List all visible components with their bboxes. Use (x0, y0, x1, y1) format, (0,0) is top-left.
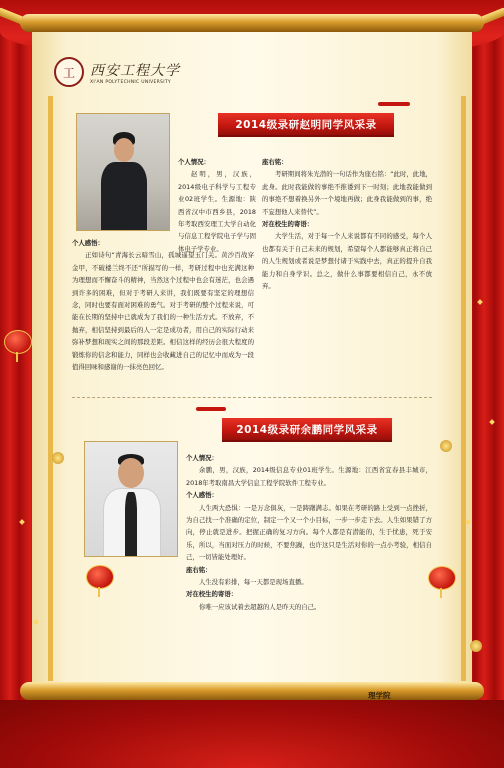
coin-icon (52, 452, 64, 464)
lantern-icon (428, 566, 456, 590)
university-name-cn: 西安工程大学 (90, 62, 180, 79)
stage-floor (0, 700, 504, 768)
section-divider (72, 397, 432, 398)
lantern-icon (86, 565, 114, 589)
section2-motto-text: 人生没有彩排，每一天都是现场直播。 (199, 578, 308, 587)
coin-icon (440, 440, 452, 452)
section2-advice-label: 对在校生的寄语： (186, 590, 238, 599)
lantern-icon (4, 330, 32, 354)
head (114, 138, 134, 162)
section2-personal-text: 余鹏，男，汉族，2014级信息专业01班学生。生源地：江西省宜春县丰城市，2018年考取南昌大学信息工程学院软件工程专业。 (186, 466, 432, 487)
section2-upper (186, 452, 432, 613)
university-logo (54, 57, 180, 87)
scroll-bottom-rod (20, 682, 484, 700)
section1-motto-text: 考研期间将朱光潜的一句话作为座右铭：“此时，此地，此身。此时我能做的事绝不推诿到下一时刻；此地我能做到的事绝不想着换另外一个境地再做；此身我能做到的事，绝不妄想他人来替代”。 (262, 170, 432, 216)
student2-photo (84, 441, 178, 557)
coin-icon (470, 640, 482, 652)
college-signature: 理学院 (368, 691, 391, 700)
logo-text (90, 60, 180, 85)
head (118, 458, 144, 488)
shirt (125, 492, 137, 556)
section1-feelings-text: 正如诗句“青海长云暗雪山，孤城遥望玉门关。黄沙百战穿金甲，不破楼兰终不还”所描写的一样，考研过程中也充满这种为理想而不懈奋斗的精神，当然这个过程中也会有迷茫，也会遇到许多的困难，但对于考研人来讲，我们既要有坚定的理想信念，同时也要有面对困难的勇气。对于考研的整个过程来说，可能在长期的坚持中已就成为了我们的一种生活方式。不放弃，不抛弃，相信坚持到最后的人一定是成功者，用自己的实际行动来弥补梦想和现实之间的那段差距。相信这样的经历会很大程度的锻炼你的信念和能力，同样也会收藏进自己的记忆中而成为一段值得回味和感谢的一抹亮色回忆。 (72, 251, 254, 372)
scroll-top-rod (20, 14, 484, 32)
section1-motto-label: 座右铭： (262, 158, 288, 166)
section1-title: 2014级录研赵明同学风采录 (235, 118, 377, 131)
section1-personal-label: 个人情况： (178, 158, 210, 166)
section1-title-ribbon (218, 113, 394, 135)
section1-personal-block (178, 156, 256, 253)
ribbon-deco (196, 407, 226, 411)
seal-icon: 工 (54, 57, 84, 87)
student1-photo (76, 113, 170, 231)
section2-feelings-label: 个人感悟： (186, 491, 218, 500)
section1-feelings-label: 个人感悟： (72, 239, 104, 247)
section1-advice-text: 大学生活，对于每一个人来说都有不同的感受，每个人也都有关于自己未来的规划，希望每个人都能够真正将自己的人生规划或者说是梦想付诸于实践中去，真正的提升自我能力和自身学识。总之，做什么事都要相信自己，永不放弃。 (262, 232, 432, 291)
section1-personal-text: 赵明，男，汉族，2014级电子科学与工程专业02班学生。生源地：陕西省汉中市西乡县，2018年考取西安理工大学自动化与信息工程学院电子学与固体电子学专业。 (178, 170, 256, 253)
section2-feelings-text: 人生两大恐惧：一是万念俱灰，一是踌躇满志。如果在考研的路上受到一点挫折，为自己找一个准确的定位，制定一个又一个小目标，一步一步走下去。人生如果错了方向，停止就是进步。把握正确的复习方向。每个人都是有潜能的，生于忧患，死于安乐，所以，当面对压力的时候，不要焦躁，也许这只是生活对你的一点小考验，相信自己，一切皆能处理好。 (186, 503, 432, 562)
section2-motto-label: 座右铭： (186, 565, 212, 574)
section2-advice-text: 你唯一应该试着去超越的人是昨天的自己。 (199, 602, 321, 611)
section1-advice-label: 对在校生的寄语： (262, 220, 314, 229)
section2-title: 2014级录研余鹏同学风采录 (236, 423, 378, 436)
body (101, 162, 147, 230)
section2-personal-label: 个人情况： (186, 454, 218, 462)
university-name-en: XI'AN POLYTECHNIC UNIVERSITY (90, 79, 171, 85)
ribbon-deco (378, 102, 410, 106)
section1-right-column (262, 156, 432, 292)
section2-title-ribbon (222, 418, 392, 440)
section1-left-column (72, 237, 254, 373)
